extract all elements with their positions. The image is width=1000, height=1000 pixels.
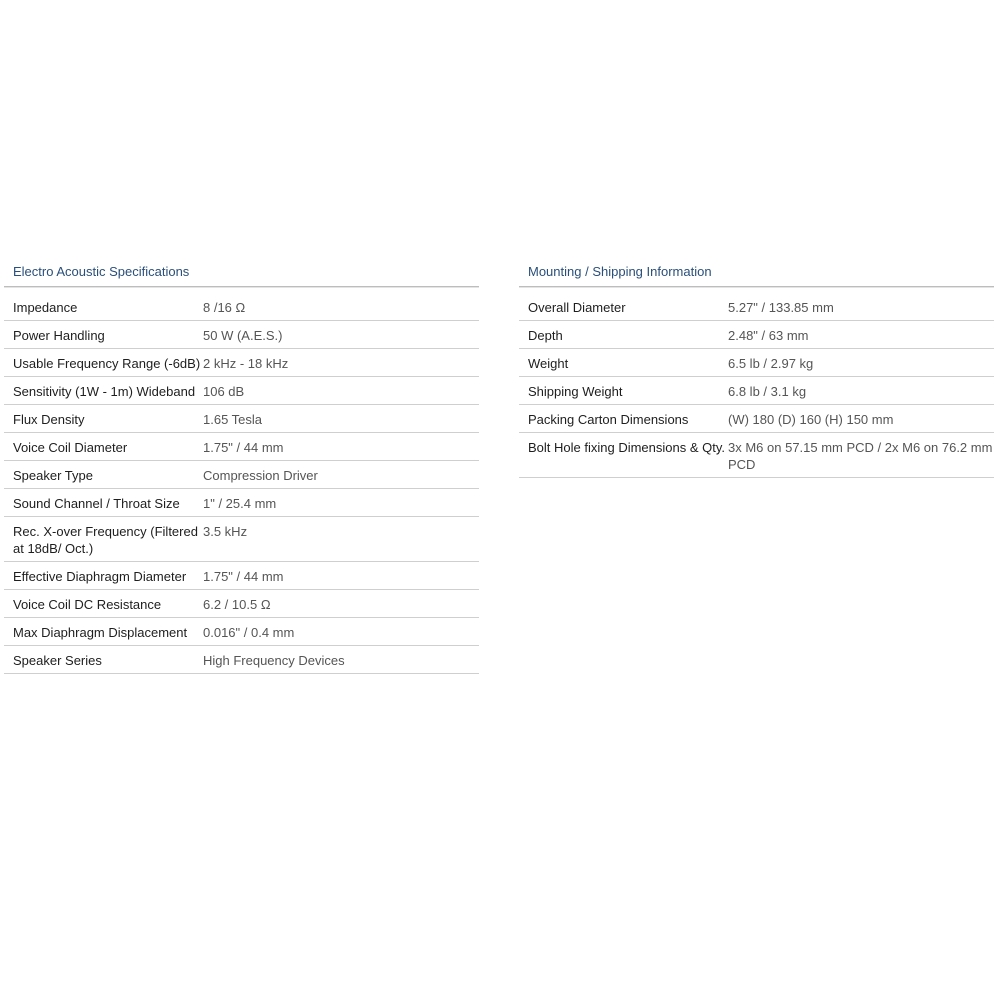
electro-acoustic-specifications-title: Electro Acoustic Specifications — [4, 264, 479, 287]
spec-value: High Frequency Devices — [203, 653, 345, 668]
spec-value: 5.27" / 133.85 mm — [728, 300, 834, 315]
spec-value: 50 W (A.E.S.) — [203, 328, 283, 343]
spec-value: 1.75" / 44 mm — [203, 569, 284, 584]
spec-label: Bolt Hole fixing Dimensions & Qty. — [528, 440, 725, 455]
spec-label: Voice Coil DC Resistance — [13, 597, 162, 612]
mounting-shipping-information-panel — [519, 264, 994, 478]
table-row — [4, 590, 479, 618]
table-row — [519, 349, 994, 377]
mounting-shipping-information-title: Mounting / Shipping Information — [519, 264, 994, 287]
spec-value: (W) 180 (D) 160 (H) 150 mm — [728, 412, 894, 427]
spec-label: Usable Frequency Range (-6dB) — [13, 356, 201, 371]
table-row — [4, 461, 479, 489]
spec-label: Power Handling — [13, 328, 105, 343]
table-row — [4, 293, 479, 321]
table-row — [4, 321, 479, 349]
electro-acoustic-specifications-panel — [4, 264, 479, 674]
spec-value: 1.65 Tesla — [203, 412, 263, 427]
spec-value: 8 /16 Ω — [203, 300, 246, 315]
spec-label: Flux Density — [13, 412, 85, 427]
spec-value: 6.8 lb / 3.1 kg — [728, 384, 807, 399]
spec-label: Speaker Series — [13, 653, 102, 668]
spec-value: 6.2 / 10.5 Ω — [203, 597, 271, 612]
table-row — [519, 293, 994, 321]
table-row — [4, 433, 479, 461]
spec-value: 3x M6 on 57.15 mm PCD / 2x M6 on 76.2 mm PCD — [728, 440, 993, 472]
electro-acoustic-specifications-table — [4, 293, 479, 674]
table-row — [519, 377, 994, 405]
spec-value: 0.016" / 0.4 mm — [203, 625, 295, 640]
spec-label: Depth — [528, 328, 563, 343]
table-row — [4, 517, 479, 562]
spec-value: 2 kHz - 18 kHz — [203, 356, 289, 371]
spec-label: Weight — [528, 356, 569, 371]
spec-value: 1" / 25.4 mm — [203, 496, 277, 511]
spec-label: Overall Diameter — [528, 300, 626, 315]
spec-label: Impedance — [13, 300, 78, 315]
spec-label: Rec. X-over Frequency (Filtered at 18dB/ Oct.) — [13, 524, 198, 556]
spec-label: Sound Channel / Throat Size — [13, 496, 180, 511]
spec-label: Max Diaphragm Displacement — [13, 625, 188, 640]
table-row — [519, 405, 994, 433]
table-row — [4, 489, 479, 517]
table-row — [519, 321, 994, 349]
table-row — [519, 433, 994, 478]
spec-value: 1.75" / 44 mm — [203, 440, 284, 455]
spec-label: Effective Diaphragm Diameter — [13, 569, 187, 584]
spec-label: Sensitivity (1W - 1m) Wideband — [13, 384, 196, 399]
spec-value: 2.48" / 63 mm — [728, 328, 809, 343]
table-row — [4, 646, 479, 674]
spec-label: Voice Coil Diameter — [13, 440, 128, 455]
table-row — [4, 349, 479, 377]
spec-value: 6.5 lb / 2.97 kg — [728, 356, 814, 371]
table-row — [4, 405, 479, 433]
spec-value: 106 dB — [203, 384, 245, 399]
spec-label: Speaker Type — [13, 468, 93, 483]
spec-label: Shipping Weight — [528, 384, 623, 399]
mounting-shipping-information-table — [519, 293, 994, 478]
table-row — [4, 618, 479, 646]
table-row — [4, 562, 479, 590]
table-row — [4, 377, 479, 405]
spec-label: Packing Carton Dimensions — [528, 412, 689, 427]
spec-value: 3.5 kHz — [203, 524, 248, 539]
spec-value: Compression Driver — [203, 468, 318, 483]
